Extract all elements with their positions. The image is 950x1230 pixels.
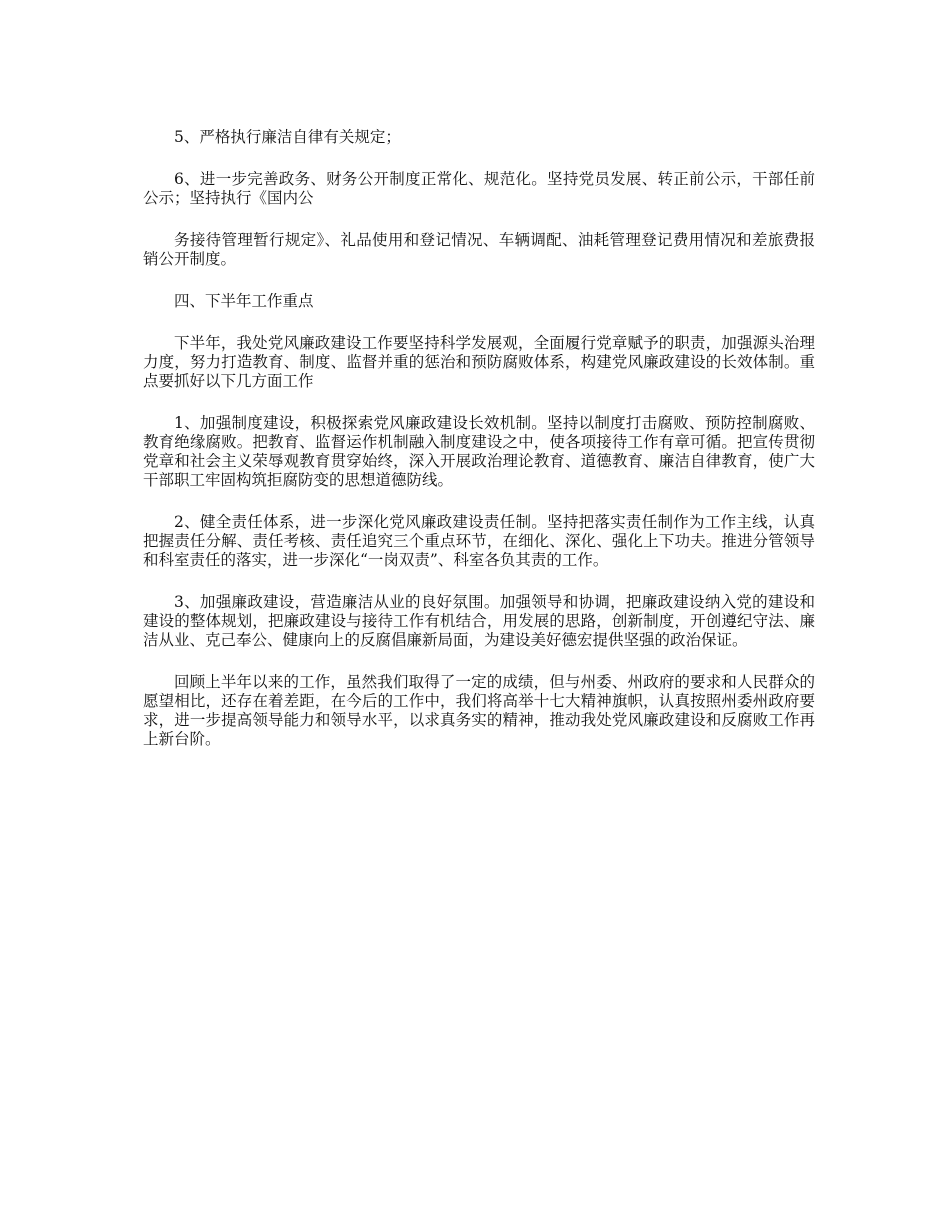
section-heading-second-half-priorities: 四、下半年工作重点 — [174, 292, 314, 310]
paragraph-priority-1: 1、加强制度建设，积极探索党风廉政建设长效机制。坚持以制度打击腐败、预防控制腐败、教育绝缘腐败。把教育、监督运作机制融入制度建设之中，使各项接待工作有章可循。把宣传贯彻党章和社会主义荣辱观教育贯穿始终，深入开展政治理论教育、道德教育、廉洁自律教育，使广大干部职工牢固构筑拒腐防变的思想道德防线。 — [143, 414, 815, 489]
paragraph-item-5: 5、严格执行廉洁自律有关规定； — [174, 128, 401, 146]
paragraph-conclusion: 回顾上半年以来的工作，虽然我们取得了一定的成绩，但与州委、州政府的要求和人民群众的愿望相比，还存在着差距，在今后的工作中，我们将高举十七大精神旗帜，认真按照州委州政府要求，进一步提高领导能力和领导水平，以求真务实的精神，推动我处党风廉政建设和反腐败工作再上新台阶。 — [143, 673, 815, 748]
paragraph-second-half-overview: 下半年，我处党风廉政建设工作要坚持科学发展观，全面履行党章赋予的职责，加强源头治理力度，努力打造教育、制度、监督并重的惩治和预防腐败体系，构建党风廉政建设的长效体制。重点要抓好以下几方面工作 — [143, 334, 815, 390]
paragraph-item-6: 6、进一步完善政务、财务公开制度正常化、规范化。坚持党员发展、转正前公示，干部任前公示；坚持执行《国内公 — [143, 170, 815, 207]
paragraph-item-6-continued: 务接待管理暂行规定》、礼品使用和登记情况、车辆调配、油耗管理登记费用情况和差旅费报销公开制度。 — [143, 231, 815, 268]
paragraph-priority-3: 3、加强廉政建设，营造廉洁从业的良好氛围。加强领导和协调，把廉政建设纳入党的建设和建设的整体规划，把廉政建设与接待工作有机结合，用发展的思路，创新制度，开创遵纪守法、廉洁从业、克己奉公、健康向上的反腐倡廉新局面，为建设美好德宏提供坚强的政治保证。 — [143, 593, 815, 649]
paragraph-priority-2: 2、健全责任体系，进一步深化党风廉政建设责任制。坚持把落实责任制作为工作主线，认真把握责任分解、责任考核、责任追究三个重点环节，在细化、深化、强化上下功夫。推进分管领导和科室责任的落实，进一步深化“一岗双责”、科室各负其责的工作。 — [143, 513, 815, 569]
document-body — [143, 128, 815, 772]
